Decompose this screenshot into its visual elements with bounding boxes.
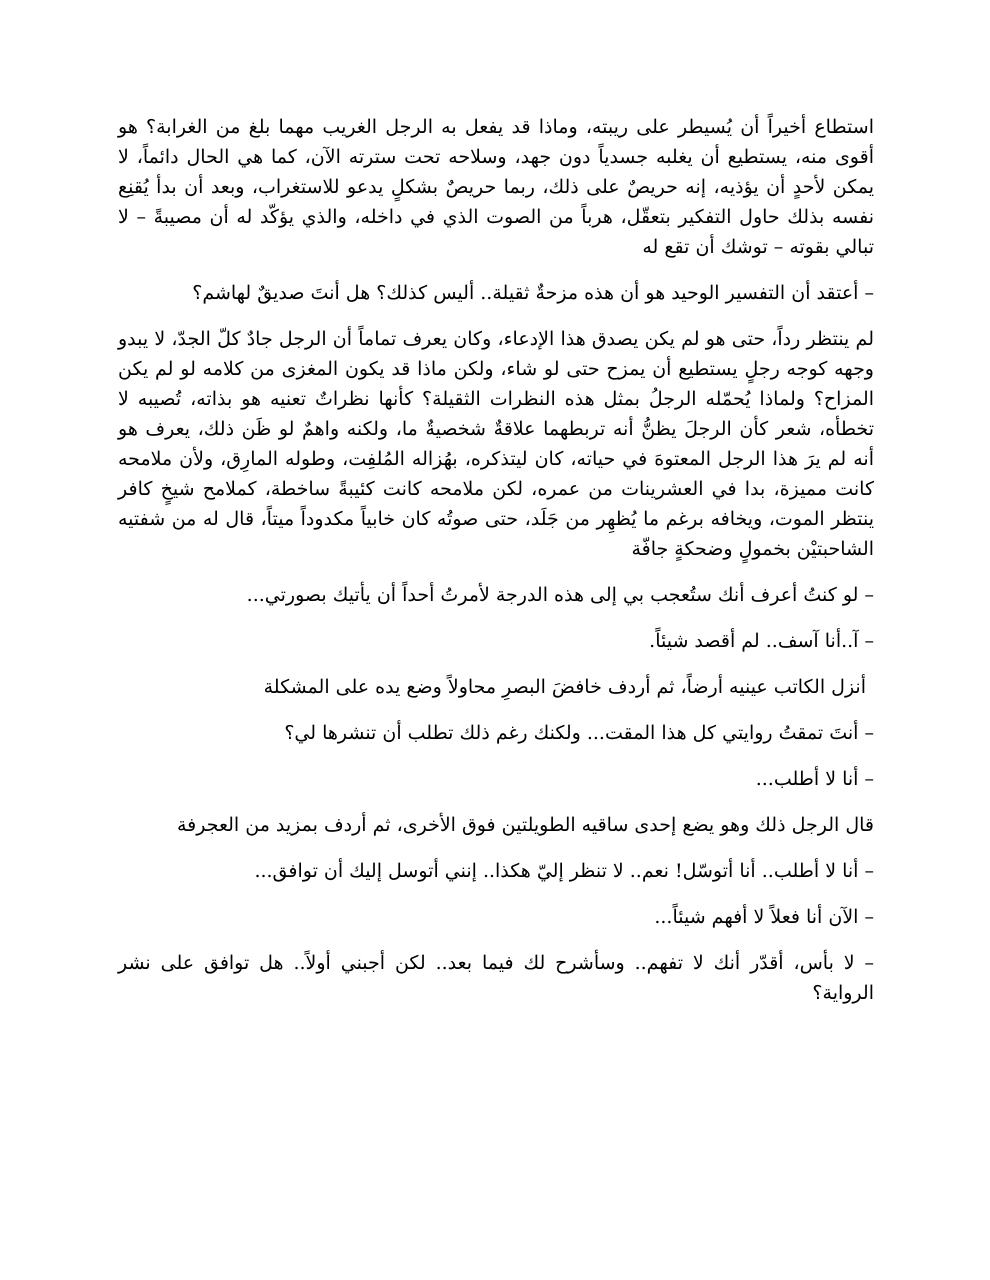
narrative-paragraph: لم ينتظر رداً، حتى هو لم يكن يصدق هذا الإدعاء، وكان يعرف تماماً أن الرجل جادٌ كلّ الجدّ، لا يبدو وجهه كوجه رجلٍ يستطيع أن يمزح حتى لو شاء، ولكن ماذا قد يكون المغزى من كلامه لو لم يكن المزاح؟ ولماذا يُحمّله الرجلُ بمثل هذه النظرات الثقيلة؟ كأنها نظراتٌ تعنيه هو بذاته، تُصيبه لا تخطأه، شعر كأن الرجلَ يظنُّ أنه تربطهما علاقةٌ شخصيةٌ ما، ولكنه واهمٌ لو ظَن ذلك، يعرف هو أنه لم يرَ هذا الرجل المعتوهَ في حياته، كان ليتذكره، بهُزاله المُلفِت، وطوله المارِق، ولأن ملامحه كانت مميزة، بدا في العشرينات من عمره، لكن ملامحه كانت كئيبةً ساخطة، كملامح شيخٍ كافر ينتظر الموت، ويخافه برغم ما يُظهِر من جَلَد، حتى صوتُه كان خابياً مكدوداً ميتاً، قال له من شفتيه الشاحبتيْن بخمولٍ وضحكةٍ جافّة (118, 328, 874, 560)
dialogue-line: – لو كنتُ أعرف أنك ستُعجب بي إلى هذه الدرجة لأمرتُ أحداً أن يأتيك بصورتي... (246, 584, 874, 606)
dialogue-line: – أنا لا أطلب.. أنا أتوسّل! نعم.. لا تنظر إليّ هكذا.. إنني أتوسل إليك أن توافق... (254, 860, 874, 882)
dialogue-line: – آ..أنا آسف.. لم أقصد شيئاً. (649, 630, 874, 652)
narrative-paragraph: قال الرجل ذلك وهو يضع إحدى ساقيه الطويلتين فوق الأخرى، ثم أردف بمزيد من العجرفة (176, 814, 874, 836)
narrative-paragraph: أنزل الكاتب عينيه أرضاً، ثم أردف خافضَ البصرِ محاولاً وضع يده على المشكلة (263, 676, 866, 698)
document-page (118, 112, 874, 1024)
dialogue-line: – أعتقد أن التفسير الوحيد هو أن هذه مزحةٌ ثقيلة.. أليس كذلك؟ هل أنتَ صديقٌ لهاشم؟ (192, 282, 874, 304)
dialogue-line: – الآن أنا فعلاً لا أفهم شيئاً... (654, 906, 874, 928)
narrative-paragraph: استطاع أخيراً أن يُسيطر على ريبته، وماذا قد يفعل به الرجل الغريب مهما بلغ من الغرابة؟ هو أقوى منه، يستطيع أن يغلبه جسدياً دون جهد، وسلاحه تحت سترته الآن، كما هي الحال دائماً، لا يمكن لأحدٍ أن يؤذيه، إنه حريصٌ على ذلك، ربما حريصٌ بشكلٍ يدعو للاستغراب، وبعد أن بدأ يُقنِع نفسه بذلك حاول التفكير بتعقّل، هرباً من الصوت الذي في داخله، والذي يؤكّد له أن مصيبةً – لا تبالي بقوته – توشك أن تقع له (118, 116, 874, 258)
dialogue-line: – لا بأس، أقدّر أنك لا تفهم.. وسأشرح لك فيما بعد.. لكن أجبني أولاً.. هل توافق على نشر الرواية؟ (118, 952, 874, 1004)
dialogue-line: – أنتَ تمقتُ روايتي كل هذا المقت... ولكنك رغم ذلك تطلب أن تنشرها لي؟ (284, 722, 874, 744)
dialogue-line: – أنا لا أطلب... (755, 768, 874, 790)
